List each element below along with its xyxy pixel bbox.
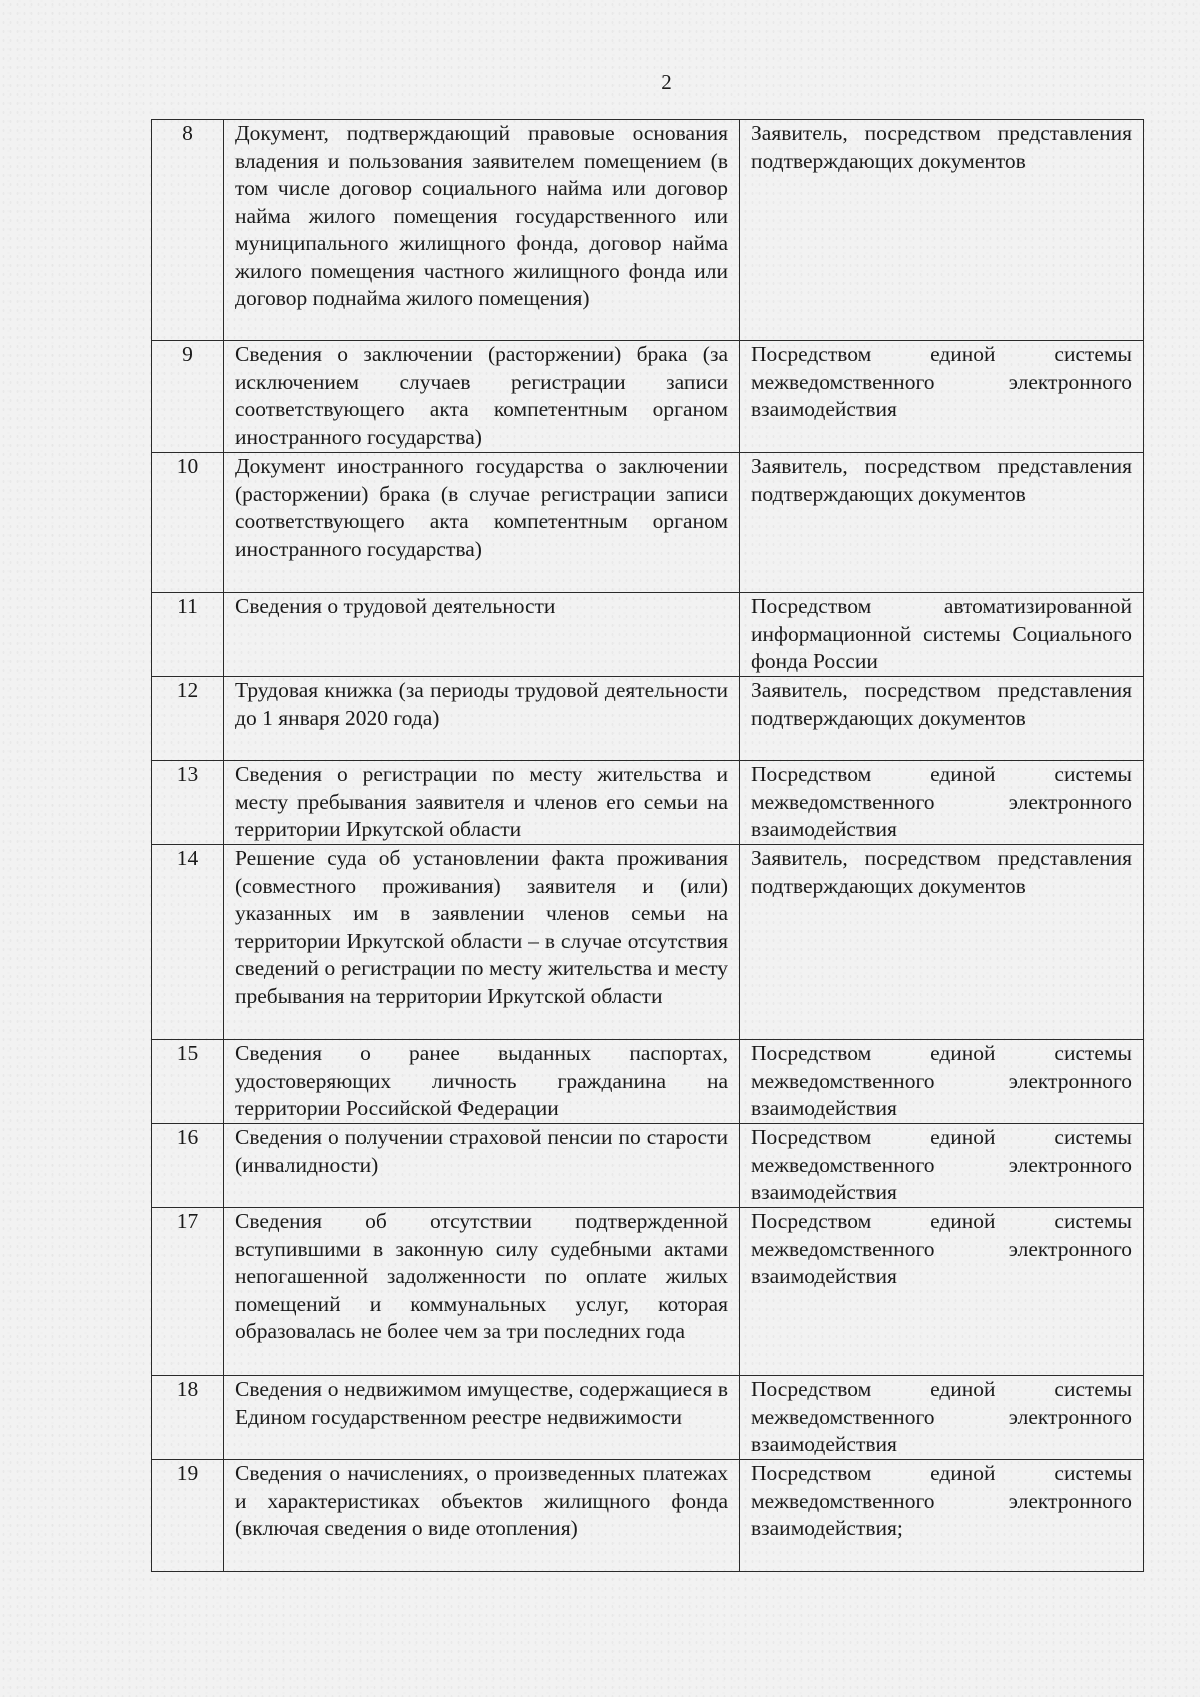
source-cell <box>740 593 1144 677</box>
row-number-cell <box>152 453 224 593</box>
documents-table <box>151 119 1144 1572</box>
source-text: Заявитель, посредством представления подтверждающих документов <box>751 121 1132 173</box>
document-cell <box>224 1208 740 1376</box>
row-number: 18 <box>176 1377 199 1401</box>
source-text: Посредством единой системы межведомственного электронного взаимодействия <box>751 342 1132 421</box>
row-number-cell <box>152 1040 224 1124</box>
document-text: Документ, подтверждающий правовые основания владения и пользования заявителем помещением (в том числе договор социального найма или договор найма жилого помещения государственного или муниципального жилищного фонда, договор найма жилого помещения частного жилищного фонда или договор поднайма жилого помещения) <box>235 121 728 310</box>
source-cell <box>740 1040 1144 1124</box>
source-text: Посредством единой системы межведомственного электронного взаимодействия <box>751 762 1132 841</box>
document-text: Сведения о трудовой деятельности <box>235 594 556 618</box>
source-cell <box>740 677 1144 761</box>
row-number-cell <box>152 120 224 341</box>
table-row <box>152 341 1144 453</box>
document-cell <box>224 1460 740 1572</box>
source-text: Посредством единой системы межведомственного электронного взаимодействия <box>751 1209 1132 1288</box>
document-cell <box>224 453 740 593</box>
document-text: Сведения о начислениях, о произведенных платежах и характеристиках объектов жилищного фонда (включая сведения о виде отопления) <box>235 1461 728 1540</box>
table-row <box>152 677 1144 761</box>
row-number: 8 <box>182 121 193 145</box>
table-row <box>152 1040 1144 1124</box>
source-text: Посредством автоматизированной информационной системы Социального фонда России <box>751 594 1132 673</box>
table-row <box>152 453 1144 593</box>
row-number: 19 <box>176 1461 199 1485</box>
row-number-cell <box>152 845 224 1040</box>
source-cell <box>740 1124 1144 1208</box>
source-cell <box>740 845 1144 1040</box>
source-cell <box>740 341 1144 453</box>
row-number: 9 <box>182 342 193 366</box>
document-cell <box>224 677 740 761</box>
document-text: Сведения о регистрации по месту жительства и месту пребывания заявителя и членов его семьи на территории Иркутской области <box>235 762 728 841</box>
document-text: Сведения о заключении (расторжении) брака (за исключением случаев регистрации записи соответствующего акта компетентным органом иностранного государства) <box>235 342 728 449</box>
document-cell <box>224 593 740 677</box>
row-number-cell <box>152 593 224 677</box>
document-text: Документ иностранного государства о заключении (расторжении) брака (в случае регистрации записи соответствующего акта компетентным органом иностранного государства) <box>235 454 728 561</box>
source-text: Посредством единой системы межведомственного электронного взаимодействия <box>751 1125 1132 1204</box>
row-number-cell <box>152 1124 224 1208</box>
row-number: 15 <box>176 1041 199 1065</box>
table-row <box>152 1376 1144 1460</box>
row-number-cell <box>152 1376 224 1460</box>
document-text: Сведения о недвижимом имуществе, содержащиеся в Едином государственном реестре недвижимости <box>235 1377 728 1429</box>
row-number-cell <box>152 677 224 761</box>
source-text: Посредством единой системы межведомственного электронного взаимодействия <box>751 1041 1132 1120</box>
table-row <box>152 1124 1144 1208</box>
document-text: Решение суда об установлении факта проживания (совместного проживания) заявителя и (или) указанных им в заявлении членов семьи на территории Иркутской области – в случае отсутствия сведений о регистрации по месту жительства и месту пребывания на территории Иркутской области <box>235 846 728 1008</box>
table-row <box>152 1208 1144 1376</box>
document-cell <box>224 1376 740 1460</box>
table-row <box>152 761 1144 845</box>
row-number: 10 <box>176 454 199 478</box>
source-cell <box>740 1460 1144 1572</box>
source-cell <box>740 453 1144 593</box>
table-row <box>152 593 1144 677</box>
document-cell <box>224 761 740 845</box>
document-text: Сведения о ранее выданных паспортах, удостоверяющих личность гражданина на территории Российской Федерации <box>235 1041 728 1120</box>
document-text: Трудовая книжка (за периоды трудовой деятельности до 1 января 2020 года) <box>235 678 728 730</box>
documents-table-body <box>152 120 1144 1572</box>
document-cell <box>224 341 740 453</box>
source-cell <box>740 1376 1144 1460</box>
document-cell <box>224 1124 740 1208</box>
row-number: 16 <box>176 1125 199 1149</box>
row-number: 14 <box>176 846 199 870</box>
table-row <box>152 845 1144 1040</box>
row-number: 13 <box>176 762 199 786</box>
document-cell <box>224 1040 740 1124</box>
document-text: Сведения о получении страховой пенсии по старости (инвалидности) <box>235 1125 728 1177</box>
source-cell <box>740 761 1144 845</box>
row-number-cell <box>152 761 224 845</box>
source-text: Заявитель, посредством представления подтверждающих документов <box>751 678 1132 730</box>
document-cell <box>224 120 740 341</box>
source-text: Заявитель, посредством представления подтверждающих документов <box>751 454 1132 506</box>
row-number-cell <box>152 341 224 453</box>
row-number: 12 <box>176 678 199 702</box>
source-text: Заявитель, посредством представления подтверждающих документов <box>751 846 1132 898</box>
page-number: 2 <box>661 70 672 94</box>
source-cell <box>740 1208 1144 1376</box>
document-cell <box>224 845 740 1040</box>
row-number: 11 <box>177 594 198 618</box>
source-text: Посредством единой системы межведомственного электронного взаимодействия <box>751 1377 1132 1456</box>
source-text: Посредством единой системы межведомственного электронного взаимодействия; <box>751 1461 1132 1540</box>
table-row <box>152 120 1144 341</box>
source-cell <box>740 120 1144 341</box>
row-number-cell <box>152 1460 224 1572</box>
document-text: Сведения об отсутствии подтвержденной вступившими в законную силу судебными актами непогашенной задолженности по оплате жилых помещений и коммунальных услуг, которая образовалась не более чем за три последних года <box>235 1209 728 1343</box>
table-row <box>152 1460 1144 1572</box>
row-number: 17 <box>176 1209 199 1233</box>
row-number-cell <box>152 1208 224 1376</box>
